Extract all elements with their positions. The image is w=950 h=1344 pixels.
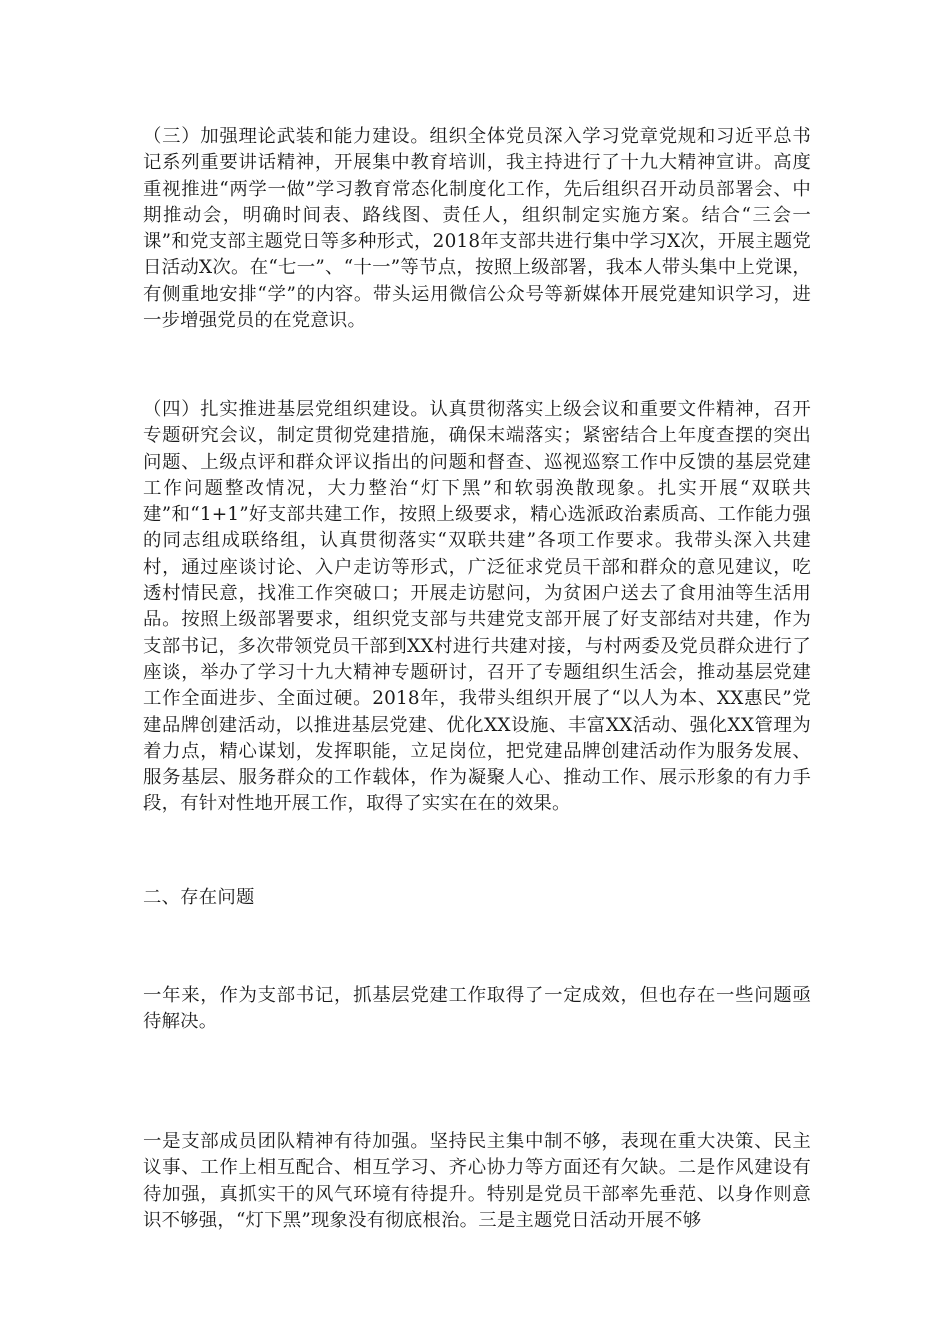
paragraph-problems-intro: 一年来，作为支部书记，抓基层党建工作取得了一定成效，但也存在一些问题亟待解决。 bbox=[143, 985, 811, 1033]
paragraph-grassroots-party: （四）扎实推进基层党组织建设。认真贯彻落实上级会议和重要文件精神，召开专题研究会议，制定贯彻党建措施，确保末端落实；紧密结合上年度查摆的突出问题、上级点评和群众评议指出的问题和督查、巡视巡察工作中反馈的基层党建工作问题整改情况，大力整治“灯下黑”和软弱涣散现象。扎实开展“双联共建”和“1+1”好支部共建工作，按照上级要求，精心选派政治素质高、工作能力强的同志组成联络组，认真贯彻落实“双联共建”各项工作要求。我带头深入共建村，通过座谈讨论、入户走访等形式，广泛征求党员干部和群众的意见建议，吃透村情民意，找准工作突破口；开展走访慰问，为贫困户送去了食用油等生活用品。按照上级部署要求，组织党支部与共建党支部开展了好支部结对共建，作为支部书记，多次带领党员干部到XX村进行共建对接，与村两委及党员群众进行了座谈，举办了学习十九大精神专题研讨，召开了专题组织生活会，推动基层党建工作全面进步、全面过硬。2018年，我带头组织开展了“以人为本、XX惠民”党建品牌创建活动，以推进基层党建、优化XX设施、丰富XX活动、强化XX管理为着力点，精心谋划，发挥职能，立足岗位，把党建品牌创建活动作为服务发展、服务基层、服务群众的工作载体，作为凝聚人心、推动工作、展示形象的有力手段，有针对性地开展工作，取得了实实在在的效果。 bbox=[143, 399, 811, 815]
paragraph-theory-study: （三）加强理论武装和能力建设。组织全体党员深入学习党章党规和习近平总书记系列重要讲话精神，开展集中教育培训，我主持进行了十九大精神宣讲。高度重视推进“两学一做”学习教育常态化制度化工作，先后组织召开动员部署会、中期推动会，明确时间表、路线图、责任人，组织制定实施方案。结合“三会一课”和党支部主题党日等多种形式，2018年支部共进行集中学习X次，开展主题党日活动X次。在“七一”、“十一”等节点，按照上级部署，我本人带头集中上党课，有侧重地安排“学”的内容。带头运用微信公众号等新媒体开展党建知识学习，进一步增强党员的在党意识。 bbox=[143, 126, 811, 332]
paragraph-problems-list: 一是支部成员团队精神有待加强。坚持民主集中制不够，表现在重大决策、民主议事、工作上相互配合、相互学习、齐心协力等方面还有欠缺。二是作风建设有待加强，真抓实干的风气环境有待提升。特别是党员干部率先垂范、以身作则意识不够强，“灯下黑”现象没有彻底根治。三是主题党日活动开展不够 bbox=[143, 1131, 811, 1231]
section-heading-problems: 二、存在问题 bbox=[143, 887, 255, 908]
